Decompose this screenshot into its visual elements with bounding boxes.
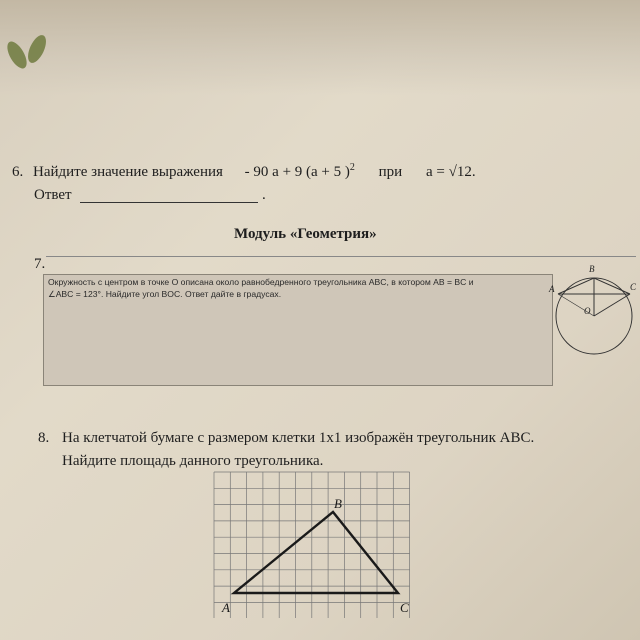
question-6-when: при: [378, 164, 403, 180]
question-7-line-1: Окружность с центром в точке O описана около равнобедренного треугольника ABC, в котором AB = BC и: [48, 277, 474, 287]
question-8-line-1: На клетчатой бумаге с размером клетки 1x1 изображён треугольник ABC.: [62, 430, 535, 446]
question-8-number: 8.: [38, 430, 50, 446]
answer-dot: .: [262, 187, 266, 203]
question-6-exponent: 2: [349, 162, 355, 173]
label-c: C: [630, 282, 636, 292]
question-7-divider: [46, 256, 636, 257]
question-6-expression: - 90 a + 9 (a + 5 ): [244, 164, 350, 180]
circle-figure: [548, 258, 636, 384]
question-6-number: 6.: [12, 164, 24, 180]
question-7-number: 7.: [34, 256, 46, 272]
question-6: [12, 162, 476, 181]
question-6-condition: a = √12.: [425, 164, 476, 180]
radius-oc: [594, 294, 630, 316]
page-shadow: [0, 0, 640, 95]
label-o: O: [584, 306, 591, 316]
grid-figure: [210, 470, 420, 618]
answer-label: Ответ: [34, 187, 72, 203]
module-title: Модуль «Геометрия»: [234, 226, 377, 242]
answer-row: [34, 187, 72, 204]
label-c: C: [400, 600, 409, 615]
question-8-line-2: Найдите площадь данного треугольника.: [62, 453, 324, 469]
label-a: A: [549, 284, 555, 294]
question-6-text: Найдите значение выражения: [33, 164, 223, 180]
answer-field[interactable]: [80, 202, 258, 203]
question-7-text: [48, 276, 558, 300]
label-b: B: [334, 496, 342, 511]
label-a: A: [222, 600, 230, 615]
label-b: B: [589, 264, 595, 274]
question-7-line-2: ∠ABC = 123°. Найдите угол BOC. Ответ дайте в градусах.: [48, 289, 282, 299]
triangle-abc: [234, 512, 398, 593]
grid-lines: [214, 472, 410, 618]
